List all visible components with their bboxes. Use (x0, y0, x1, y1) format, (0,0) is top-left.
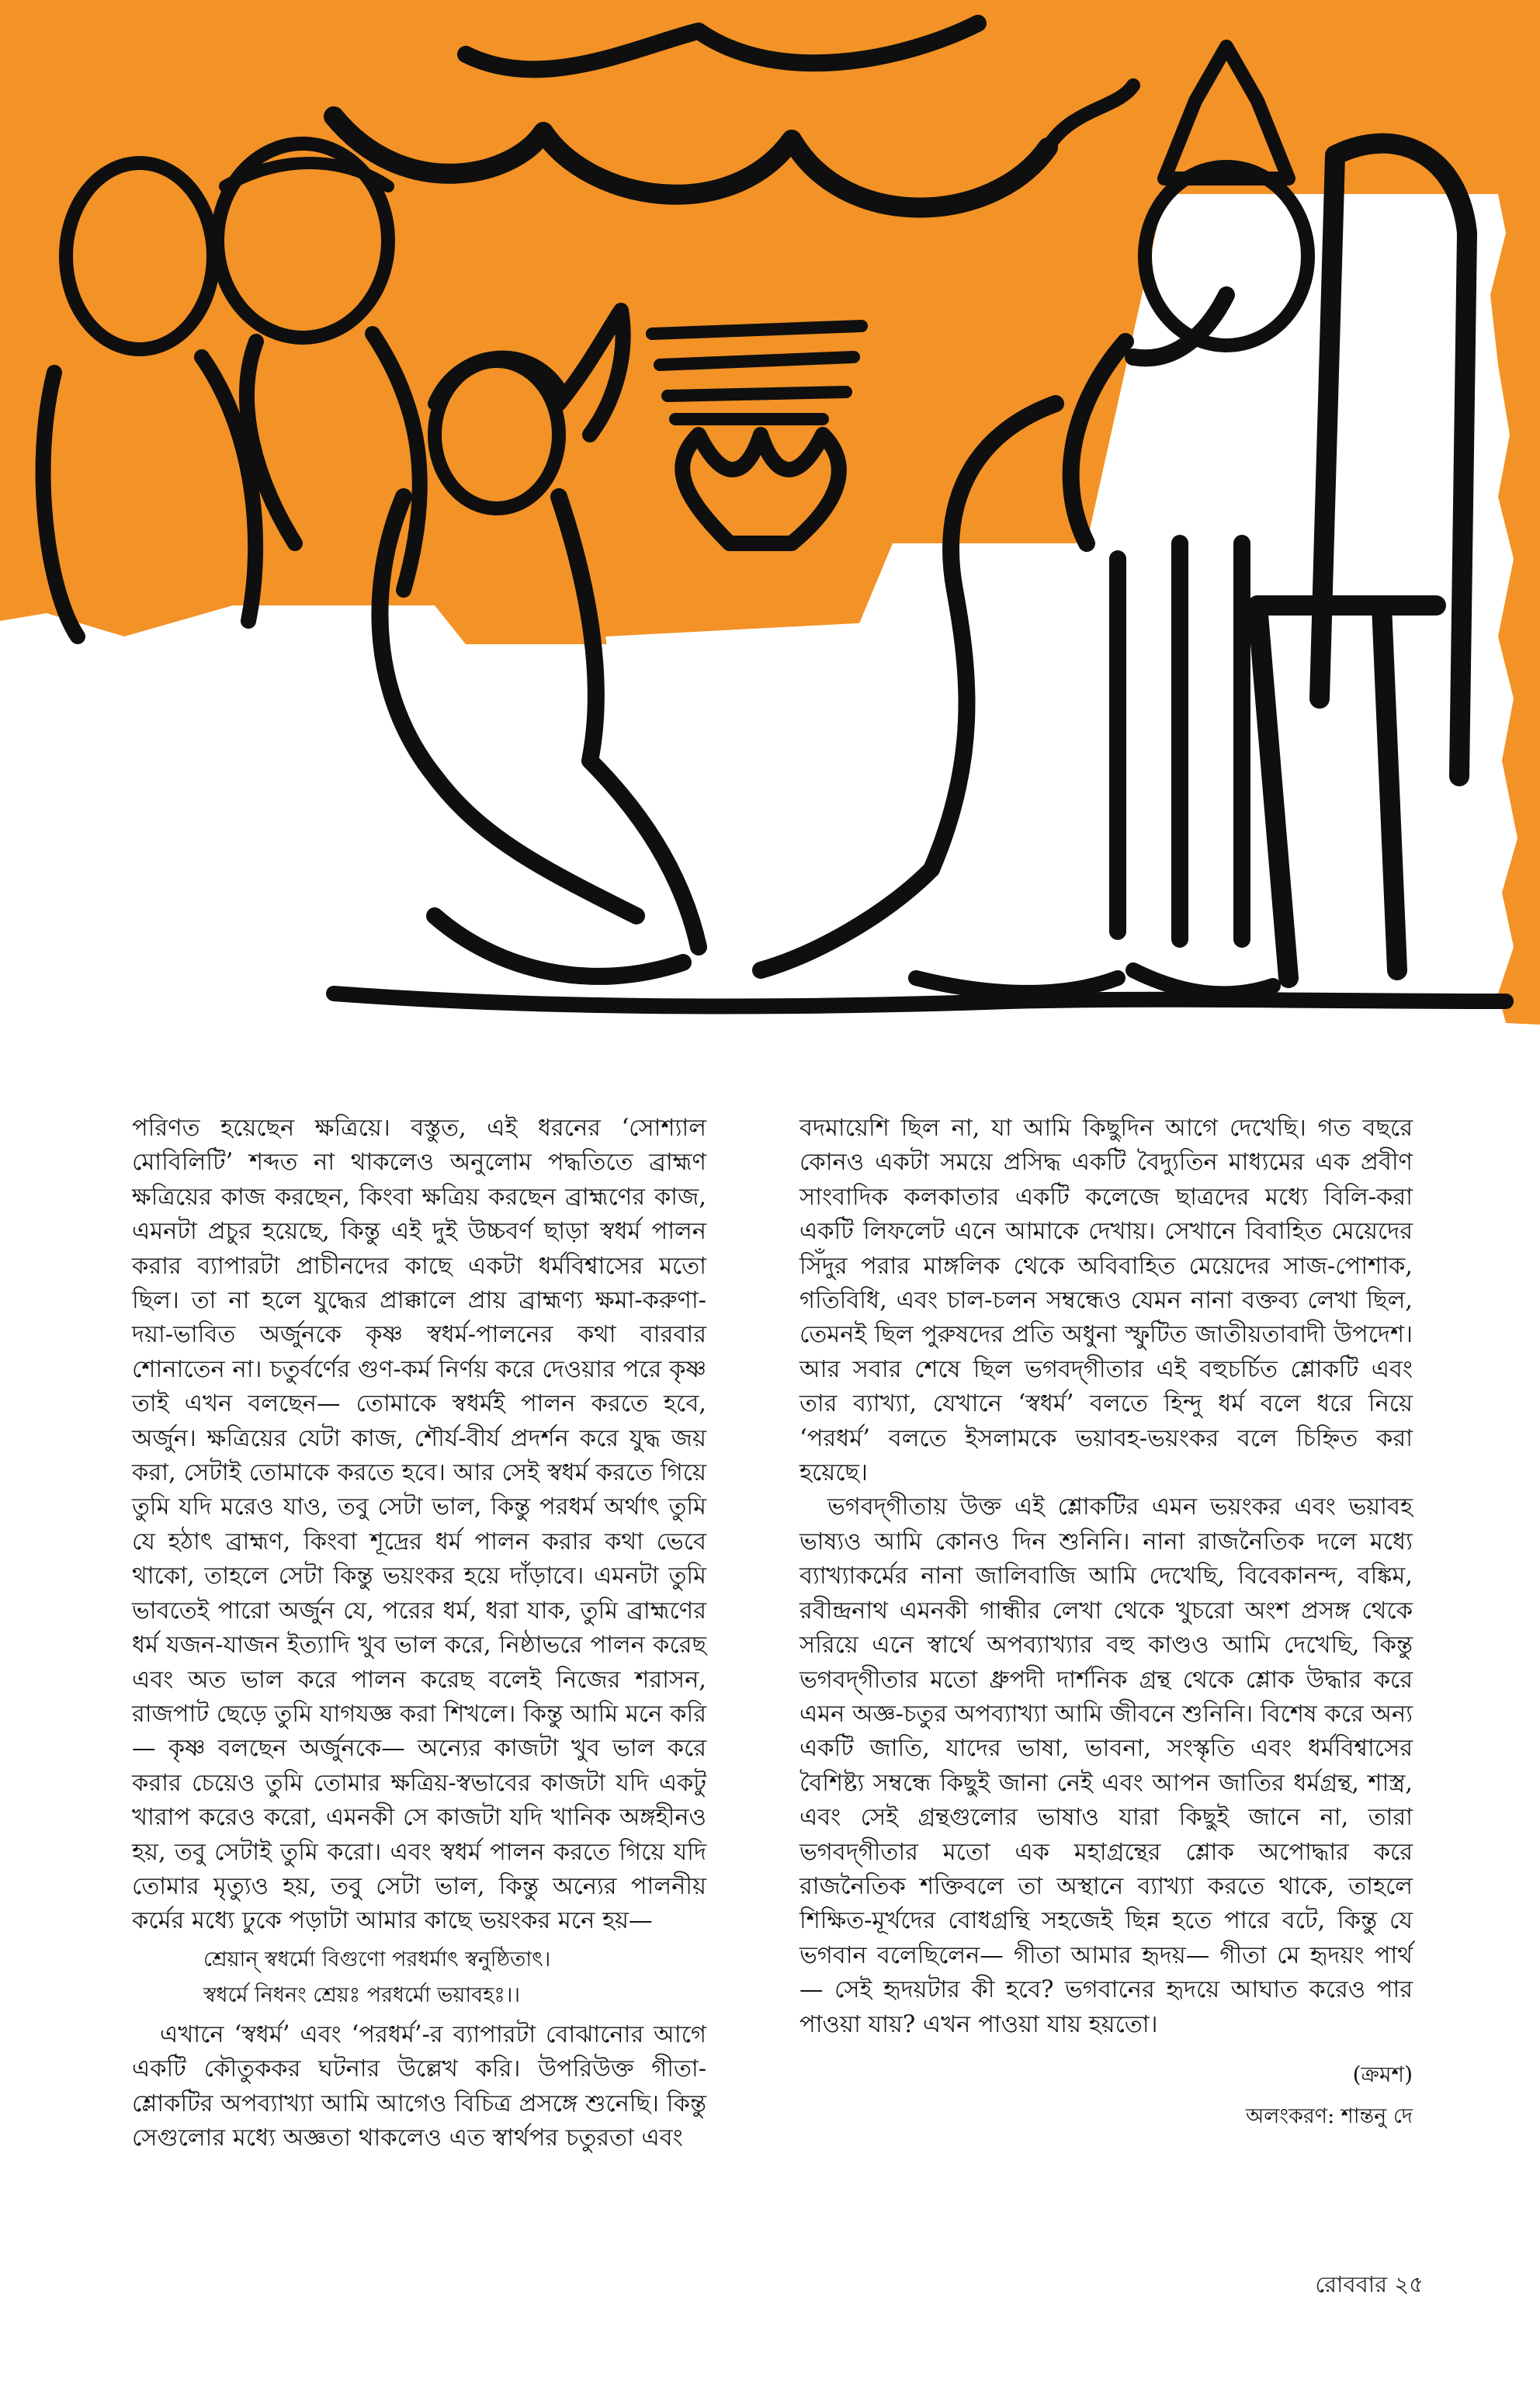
left-paragraph-1: পরিণত হয়েছেন ক্ষত্রিয়ে। বস্তুত, এই ধরনের ‘সোশ্যাল মোবিলিটি’ শব্দত না থাকলেও অনুলোম পদ্ধতিতে ব্রাহ্মণ ক্ষত্রিয়ের কাজ করছেন, কিংবা ক্ষত্রিয় করছেন ব্রাহ্মণের কাজ, এমনটা প্রচুর হয়েছে, কিন্তু এই দুই উচ্চবর্ণ ছাড়া স্বধর্ম পালন করার ব্যাপারটা প্রাচীনদের কাছে একটা ধর্মবিশ্বাসের মতো ছিল। তা না হলে যুদ্ধের প্রাক্কালে প্রায় ব্রাহ্মণ্য ক্ষমা-করুণা-দয়া-ভাবিত অর্জুনকে কৃষ্ণ স্বধর্ম-পালনের কথা বারবার শোনাতেন না। চতুর্বর্ণের গুণ-কর্ম নির্ণয় করে দেওয়ার পরে কৃষ্ণ তাই এখন বলছেন— তোমাকে স্বধর্মই পালন করতে হবে, অর্জুন। ক্ষত্রিয়ের যেটা কাজ, শৌর্য-বীর্য প্রদর্শন করে যুদ্ধ জয় করা, সেটাই তোমাকে করতে হবে। আর সেই স্বধর্ম করতে গিয়ে তুমি যদি মরেও যাও, তবু সেটা ভাল, কিন্তু পরধর্ম অর্থাৎ তুমি যে হঠাৎ ব্রাহ্মণ, কিংবা শূদ্রের ধর্ম পালন করার কথা ভেবে থাকো, তাহলে সেটা কিন্তু ভয়ংকর হয়ে দাঁড়াবে। এমনটা তুমি ভাবতেই পারো অর্জুন যে, পরের ধর্ম, ধরা যাক, তুমি ব্রাহ্মণের ধর্ম যজন-যাজন ইত্যাদি খুব ভাল করে, নিষ্ঠাভরে পালন করেছ এবং অত ভাল করে পালন করেছ বলেই নিজের শরাসন, রাজপাট ছেড়ে তুমি যাগযজ্ঞ করা শিখলে। কিন্তু আমি মনে করি— কৃষ্ণ বলছেন অর্জুনকে— অন্যের কাজটা খুব ভাল করে করার চেয়েও তুমি তোমার ক্ষত্রিয়-স্বভাবের কাজটা যদি একটু খারাপ করেও করো, এমনকী সে কাজটা যদি খানিক অঙ্গহীনও হয়, তবু সেটাই তুমি করো। এবং স্বধর্ম পালন করতে গিয়ে যদি তোমার মৃত্যুও হয়, তবু সেটা ভাল, কিন্তু অন্যের পালনীয় কর্মের মধ্যে ঢুকে পড়াটা আমার কাছে ভয়ংকর মনে হয়— (132, 1115, 706, 1935)
verse-line-1: শ্রেয়ান্‌ স্বধর্মো বিগুণো পরধর্মাৎ স্বনুষ্ঠিতাৎ। (203, 1947, 551, 1972)
platform (605, 621, 916, 815)
illustration (0, 0, 1540, 1040)
king-feet (916, 970, 1273, 994)
right-paragraph-1: বদমায়েশি ছিল না, যা আমি কিছুদিন আগে দেখেছি। গত বছরে কোনও একটা সময়ে প্রসিদ্ধ একটি বৈদ্যুতিন মাধ্যমের এক প্রবীণ সাংবাদিক কলকাতার একটি কলেজে ছাত্রদের মধ্যে বিলি-করা একটি লিফলেট এনে আমাকে দেখায়। সেখানে বিবাহিত মেয়েদের সিঁদুর পরার মাঙ্গলিক থেকে অবিবাহিত মেয়েদের সাজ-পোশাক, গতিবিধি, এবং চাল-চলন সম্বন্ধেও যেমন নানা বক্তব্য লেখা ছিল, তেমনই ছিল পুরুষদের প্রতি অধুনা স্ফুটিত জাতীয়তাবাদী উপদেশ। আর সবার শেষে ছিল ভগবদ্‌গীতার এই বহুচর্চিত শ্লোকটি এবং তার ব্যাখ্যা, যেখানে ‘স্বধর্ম’ বলতে হিন্দু ধর্ম বলে ধরে নিয়ে ‘পরধর্ম’ বলতে ইসলামকে ভয়াবহ-ভয়ংকর বলে চিহ্নিত করা হয়েছে। (799, 1115, 1413, 1487)
continued-mark: (ক্রমশ) (1352, 2061, 1413, 2087)
left-paragraph-2: এখানে ‘স্বধর্ম’ এবং ‘পরধর্ম’-র ব্যাপারটা বোঝানোর আগে একটি কৌতুককর ঘটনার উল্লেখ করি। উপরিউক্ত গীতা-শ্লোকটির অপব্যাখ্যা আমি আগেও বিচিত্র প্রসঙ্গে শুনেছি। কিন্তু সেগুলোর মধ্যে অজ্ঞতা থাকলেও এত স্বার্থপর চতুরতা এবং (132, 2020, 706, 2152)
sanskrit-verse (203, 1942, 706, 2013)
verse-line-2: স্বধর্মে নিধনং শ্রেয়ঃ পরধর্মো ভয়াবহঃ।। (203, 1982, 521, 2007)
throne-legs (1257, 605, 1436, 978)
illustration-art (0, 0, 1540, 1040)
article-column-left (132, 1112, 706, 2155)
right-paragraph-2: ভগবদ্‌গীতায় উক্ত এই শ্লোকটির এমন ভয়ংকর এবং ভয়াবহ ভাষ্যও আমি কোনও দিন শুনিনি। নানা রাজনৈতিক দলে মধ্যে ব্যাখ্যাকর্মের নানা জালিবাজি আমি দেখেছি, বিবেকানন্দ, বঙ্কিম, রবীন্দ্রনাথ এমনকী গান্ধীর লেখা থেকে খুচরো অংশ প্রসঙ্গ থেকে সরিয়ে এনে স্বার্থে অপব্যাখ্যার বহু কাণ্ডও আমি দেখেছি, কিন্তু ভগবদ্‌গীতার মতো ধ্রুপদী দার্শনিক গ্রন্থ থেকে শ্লোক উদ্ধার করে এমন অজ্ঞ-চতুর অপব্যাখ্যা আমি জীবনে শুনিনি। বিশেষ করে অন্য একটি জাতি, যাদের ভাষা, ভাবনা, সংস্কৃতি এবং ধর্মবিশ্বাসের বৈশিষ্ট্য সম্বন্ধে কিছুই জানা নেই এবং আপন জাতির ধর্মগ্রন্থ, শাস্ত্র, এবং সেই গ্রন্থগুলোর ভাষাও যারা কিছুই জানে না, তারা ভগবদ্‌গীতার মতো এক মহাগ্রন্থের শ্লোক অপোদ্ধার করে রাজনৈতিক শক্তিবলে তা অস্থানে ব্যাখ্যা করতে থাকে, তাহলে শিক্ষিত-মূর্খদের বোধগ্রন্থি সহজেই ছিন্ন হতে পারে বটে, কিন্তু যে ভগবান বলেছিলেন— গীতা আমার হৃদয়— গীতা মে হৃদয়ং পার্থ— সেই হৃদয়টার কী হবে? ভগবানের হৃদয়ে আঘাত করেও পার পাওয়া যায়? এখন পাওয়া যায় হয়তো। (799, 1493, 1413, 2038)
illustration-credit: অলংকরণ: শান্তনু দে (1245, 2104, 1413, 2129)
page-footer: রোববার ২৫ (1315, 2271, 1424, 2298)
floor-line (334, 994, 1506, 1007)
article-column-right (799, 1112, 1413, 2135)
